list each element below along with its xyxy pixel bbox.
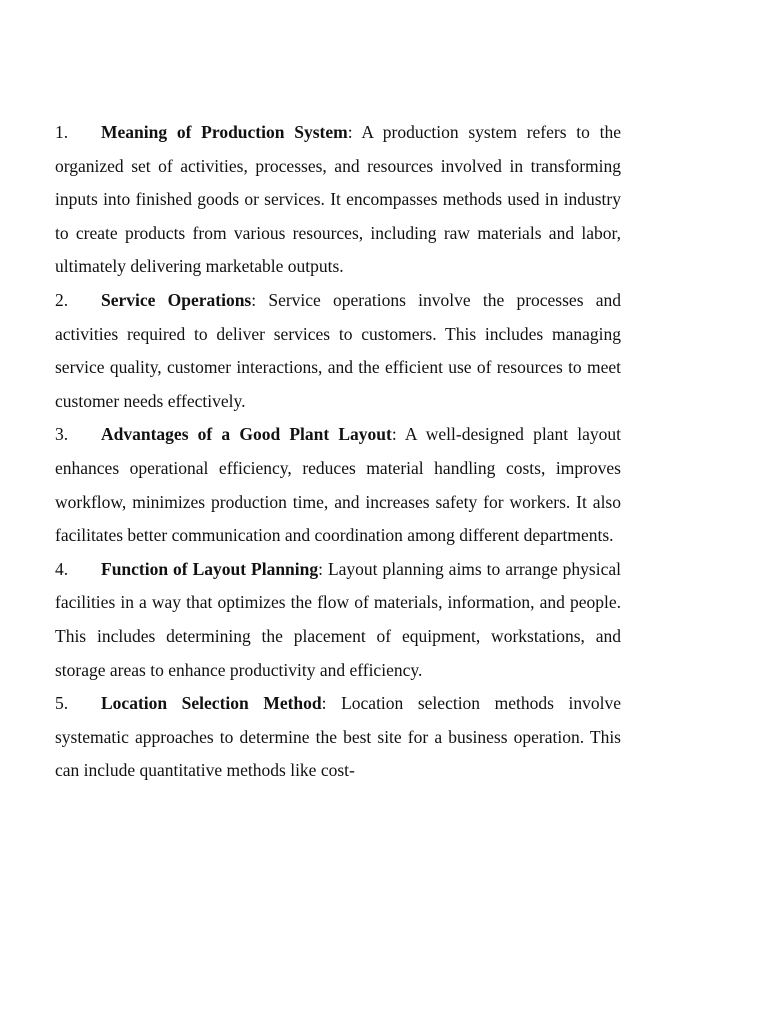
item-number: 4.	[55, 558, 69, 579]
list-item-production-system	[55, 116, 621, 284]
list-item-location-selection	[55, 687, 621, 788]
list-item-service-operations	[55, 284, 621, 418]
item-text: : Service operations involve the processes and activities required to deliver services to customers. This includes managing service quality, customer interactions, and the efficient use of resources to meet customer needs effectively.	[55, 289, 621, 411]
item-text: : Layout planning aims to arrange physical facilities in a way that optimizes the flow of materials, information, and people. This includes determining the placement of equipment, workstations, and storage areas to enhance productivity and efficiency.	[55, 558, 621, 680]
item-text: : A well-designed plant layout enhances operational efficiency, reduces material handling costs, improves workflow, minimizes production time, and increases safety for workers. It also facilitates better communication and coordination among different departments.	[55, 424, 621, 546]
item-text: : A production system refers to the organized set of activities, processes, and resources involved in transforming inputs into finished goods or services. It encompasses methods used in industry to create products from various resources, including raw materials and labor, ultimately delivering marketable outputs.	[55, 122, 622, 277]
item-number: 2.	[55, 289, 69, 310]
item-number: 1.	[55, 122, 69, 142]
item-number: 5.	[55, 693, 69, 714]
item-term: Service Operations	[101, 289, 252, 310]
item-term: Location Selection Method	[101, 693, 322, 714]
item-term: Advantages of a Good Plant Layout	[101, 424, 392, 445]
item-text: : Location selection methods involve systematic approaches to determine the best site for a business operation. This can include quantitative methods like cost-	[55, 693, 621, 781]
list-item-layout-planning	[55, 553, 621, 687]
item-term: Function of Layout Planning	[101, 558, 319, 579]
item-term: Meaning of Production System	[101, 122, 348, 142]
document-page	[55, 116, 621, 788]
item-number: 3.	[55, 424, 69, 445]
list-item-plant-layout	[55, 418, 621, 552]
